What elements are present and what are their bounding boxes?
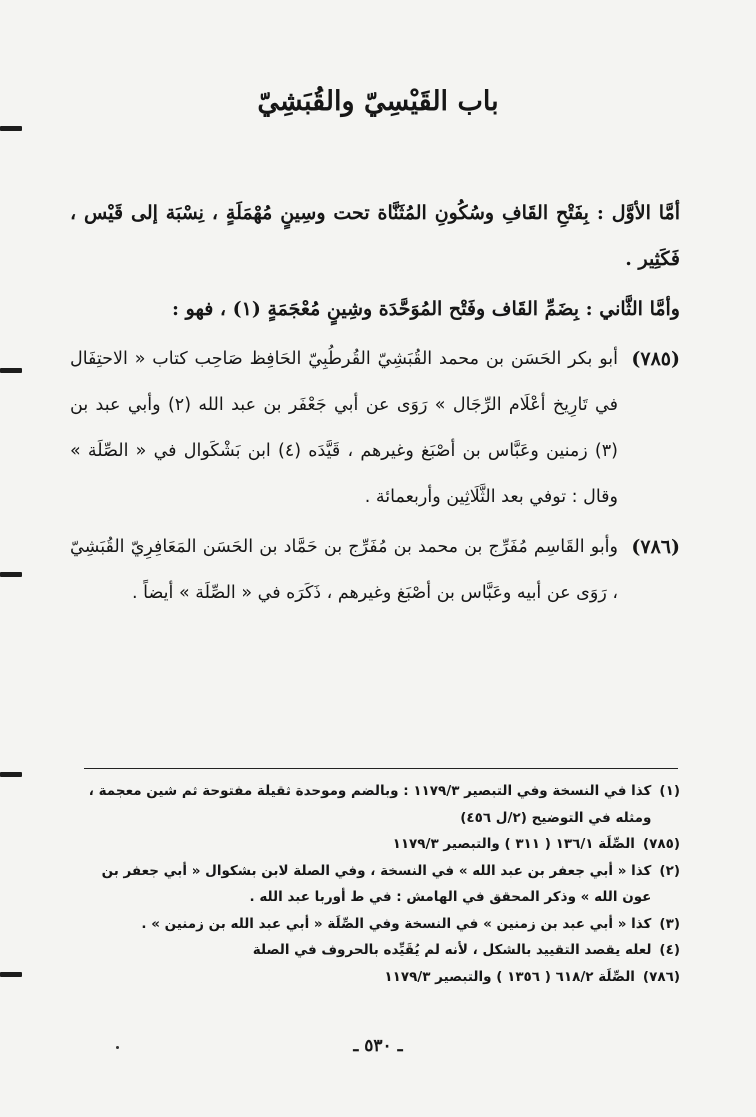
binding-mark xyxy=(0,368,22,373)
biography-entry-785 xyxy=(70,336,680,520)
footnote-text: كذا « أبي عبد بن زمنين » في النسخة وفي الصِّلَة « أبي عبد الله بن زمنين » . xyxy=(141,915,652,932)
footnote-number: (٤) xyxy=(659,942,680,958)
binding-mark xyxy=(0,572,22,577)
footnote-text: كذا في النسخة وفي التبصير ١١٧٩/٣ : وبالضم وموحدة ثقيلة مفتوحة ثم شين معجمة ، ومثله في التوضيح (٢/ل ٤٥٦) xyxy=(88,783,652,826)
footnote-text: كذا « أبي جعفر بن عبد الله » في النسخة ، وفي الصلة لابن بشكوال « أبي جعفر بن عون الله » وذكر المحقق في الهامش : في ط أوربا عبد الله . xyxy=(101,862,652,905)
intro-first-paragraph: أمَّا الأوَّل : بِفَتْحِ القَافِ وسُكُونِ المُثَنَّاة تحت وسِينٍ مُهْمَلَةٍ ، نِسْبَة إلى قَيْس ، فَكَثِير . xyxy=(70,202,680,270)
footnote-text: الصِّلَة ٦١٨/٢ ( ١٣٥٦ ) والتبصير ١١٧٩/٣ xyxy=(384,968,635,985)
biography-entry-786 xyxy=(70,524,680,616)
footnote-source-785 xyxy=(70,831,680,858)
footnote-source-786 xyxy=(70,964,680,991)
binding-mark xyxy=(0,772,22,777)
intro-second-paragraph: وأمَّا الثَّاني : بِضَمِّ القَاف وفَتْح المُوَحَّدَة وشِينٍ مُعْجَمَةٍ (١) ، فهو : xyxy=(172,298,680,320)
entry-number: (٧٨٦) xyxy=(631,536,680,558)
footnote-number: (٣) xyxy=(659,915,680,932)
binding-mark xyxy=(0,126,22,131)
footnote-4 xyxy=(70,937,680,964)
footnote-number: (١) xyxy=(659,783,680,799)
footnote-text: الصِّلَة ١٣٦/١ ( ٣١١ ) والتبصير ١١٧٩/٣ xyxy=(392,836,635,852)
footnote-1 xyxy=(70,778,680,831)
footnote-number: (٧٨٥) xyxy=(642,836,680,852)
entry-text: أبو بكر الحَسَن بن محمد القُبَشِيّ القُرطُبِيّ الحَافِظ صَاحِب كتاب « الاحتِفَال في تَارِيخ أعْلَام الرِّجَال » رَوَى عن أبي جَعْفَر بن عبد الله (٢) وأبي عبد بن (٣) زمنين وعَبَّاس بن أصْبَغ وغيرهم ، قَيَّدَه (٤) ابن بَشْكَوال في « الصِّلَة » وقال : توفي بعد الثَّلَاثِين وأربعمائة . xyxy=(70,349,619,507)
footnote-divider xyxy=(84,768,678,769)
footnote-text: لعله يقصد التقييد بالشكل ، لأنه لم يُقَيِّده بالحروف في الصلة xyxy=(252,942,652,958)
footnote-2 xyxy=(70,858,680,911)
page-number: ـ ٥٣٠ ـ xyxy=(353,1036,403,1056)
chapter-title: باب القَيْسِيّ والقُبَشِيّ xyxy=(257,86,499,117)
footnote-3 xyxy=(70,911,680,938)
entry-number: (٧٨٥) xyxy=(631,348,680,370)
main-text xyxy=(70,190,680,616)
binding-mark xyxy=(0,972,22,977)
footnote-number: (٢) xyxy=(659,862,680,879)
footnotes xyxy=(70,778,680,990)
entry-text: وأبو القَاسِم مُفَرِّج بن محمد بن مُفَرِّج بن حَمَّاد بن الحَسَن المَعَافِرِيّ القُبَشِيّ ، رَوَى عن أبيه وعَبَّاس بن أصْبَغ وغيرهم ، ذَكَرَه في « الصِّلَة » أيضاً . xyxy=(70,537,618,603)
footnote-number: (٧٨٦) xyxy=(642,968,680,985)
